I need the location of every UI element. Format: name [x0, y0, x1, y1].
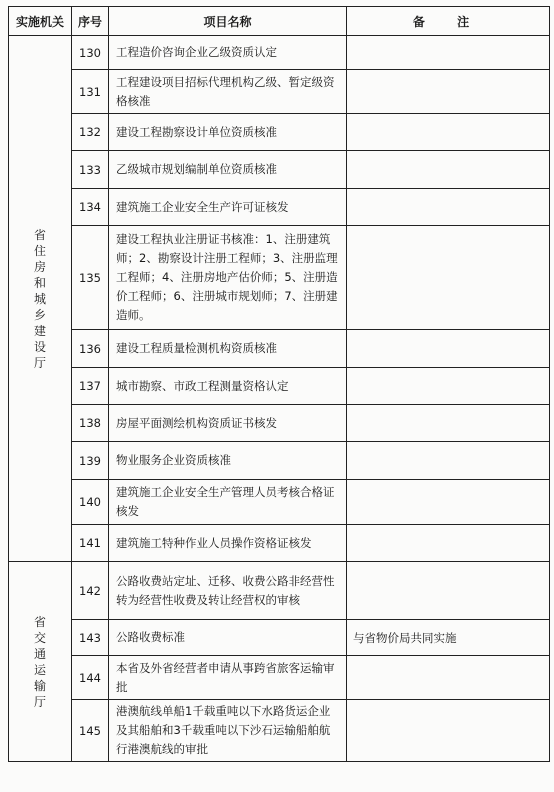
remark-cell	[347, 700, 550, 762]
header-agency: 实施机关	[9, 7, 72, 36]
remark-cell	[347, 656, 550, 700]
table-row	[9, 70, 550, 114]
header-item-name: 项目名称	[109, 7, 347, 36]
remark-cell	[347, 368, 550, 405]
table-row	[9, 189, 550, 226]
remark-cell: 与省物价局共同实施	[347, 620, 550, 656]
table-row	[9, 620, 550, 656]
table-row	[9, 151, 550, 189]
table-row	[9, 368, 550, 405]
item-name-cell: 公路收费站定址、迁移、收费公路非经营性转为经营性收费及转让经营权的审核	[109, 562, 347, 620]
remark-cell	[347, 151, 550, 189]
seq-cell: 137	[72, 368, 109, 405]
remark-cell	[347, 189, 550, 226]
table-row	[9, 700, 550, 762]
table-row	[9, 480, 550, 525]
table-row	[9, 405, 550, 442]
remark-cell	[347, 525, 550, 562]
remark-cell	[347, 226, 550, 330]
table-row	[9, 562, 550, 620]
agency-label: 省住房和城乡建设厅	[33, 227, 46, 370]
remark-cell	[347, 70, 550, 114]
table-row	[9, 36, 550, 70]
agency-cell	[9, 36, 72, 562]
remark-cell	[347, 330, 550, 368]
remark-cell	[347, 114, 550, 151]
approval-items-table	[8, 6, 550, 762]
table-row	[9, 114, 550, 151]
table-row	[9, 442, 550, 480]
seq-cell: 130	[72, 36, 109, 70]
item-name-cell: 港澳航线单船1千载重吨以下水路货运企业及其船舶和3千载重吨以下沙石运输船舶航行港澳航线的审批	[109, 700, 347, 762]
item-name-cell: 公路收费标准	[109, 620, 347, 656]
seq-cell: 144	[72, 656, 109, 700]
item-name-cell: 城市勘察、市政工程测量资格认定	[109, 368, 347, 405]
item-name-cell: 建筑施工企业安全生产管理人员考核合格证核发	[109, 480, 347, 525]
seq-cell: 140	[72, 480, 109, 525]
table-row	[9, 525, 550, 562]
table-row	[9, 226, 550, 330]
seq-cell: 139	[72, 442, 109, 480]
item-name-cell: 工程建设项目招标代理机构乙级、暂定级资格核准	[109, 70, 347, 114]
seq-cell: 132	[72, 114, 109, 151]
item-name-cell: 物业服务企业资质核准	[109, 442, 347, 480]
item-name-cell: 乙级城市规划编制单位资质核准	[109, 151, 347, 189]
item-name-cell: 建设工程执业注册证书核准：1、注册建筑师；2、勘察设计注册工程师；3、注册监理工程师；4、注册房地产估价师；5、注册造价工程师；6、注册城市规划师；7、注册建造师。	[109, 226, 347, 330]
seq-cell: 142	[72, 562, 109, 620]
seq-cell: 135	[72, 226, 109, 330]
seq-cell: 136	[72, 330, 109, 368]
remark-cell	[347, 405, 550, 442]
agency-cell	[9, 562, 72, 762]
header-seq: 序号	[72, 7, 109, 36]
agency-label: 省交通运输厅	[33, 614, 46, 709]
item-name-cell: 建筑施工特种作业人员操作资格证核发	[109, 525, 347, 562]
item-name-cell: 建设工程勘察设计单位资质核准	[109, 114, 347, 151]
seq-cell: 133	[72, 151, 109, 189]
header-remark: 备 注	[347, 7, 550, 36]
item-name-cell: 建筑施工企业安全生产许可证核发	[109, 189, 347, 226]
remark-cell	[347, 480, 550, 525]
table-row	[9, 656, 550, 700]
item-name-cell: 房屋平面测绘机构资质证书核发	[109, 405, 347, 442]
seq-cell: 141	[72, 525, 109, 562]
item-name-cell: 工程造价咨询企业乙级资质认定	[109, 36, 347, 70]
remark-cell	[347, 562, 550, 620]
table-row	[9, 330, 550, 368]
item-name-cell: 本省及外省经营者申请从事跨省旅客运输审批	[109, 656, 347, 700]
seq-cell: 143	[72, 620, 109, 656]
table-header-row	[9, 7, 550, 36]
remark-cell	[347, 36, 550, 70]
seq-cell: 138	[72, 405, 109, 442]
seq-cell: 145	[72, 700, 109, 762]
remark-cell	[347, 442, 550, 480]
seq-cell: 131	[72, 70, 109, 114]
item-name-cell: 建设工程质量检测机构资质核准	[109, 330, 347, 368]
seq-cell: 134	[72, 189, 109, 226]
